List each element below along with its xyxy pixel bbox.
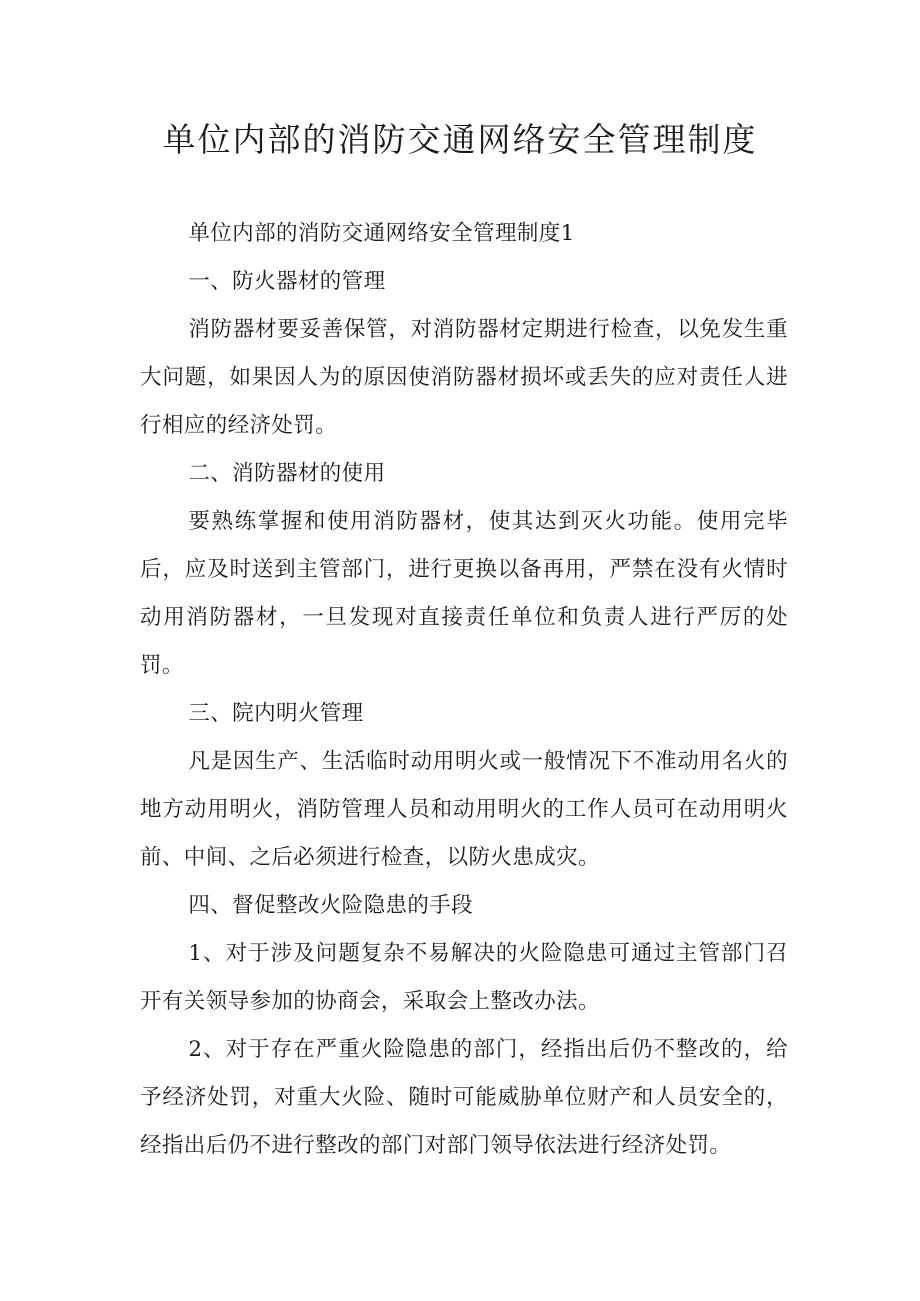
body-paragraph: 2、对于存在严重火险隐患的部门，经指出后仍不整改的，给予经济处罚，对重大火险、随时可能威胁单位财产和人员安全的，经指出后仍不进行整改的部门对部门领导依法进行经济处罚。 bbox=[140, 1037, 788, 1158]
subsection-heading: 四、督促整改火险隐患的手段 bbox=[188, 893, 474, 918]
document-body bbox=[140, 210, 788, 1170]
section-heading: 单位内部的消防交通网络安全管理制度1 bbox=[188, 221, 575, 246]
document-title: 单位内部的消防交通网络安全管理制度 bbox=[162, 120, 758, 159]
subsection-heading: 一、防火器材的管理 bbox=[188, 269, 386, 294]
body-paragraph: 1、对于涉及问题复杂不易解决的火险隐患可通过主管部门召开有关领导参加的协商会，采取会上整改办法。 bbox=[140, 941, 788, 1014]
subsection-heading: 二、消防器材的使用 bbox=[188, 461, 386, 486]
body-paragraph: 消防器材要妥善保管，对消防器材定期进行检查，以免发生重大问题，如果因人为的原因使消防器材损坏或丢失的应对责任人进行相应的经济处罚。 bbox=[140, 317, 788, 438]
subsection-heading: 三、院内明火管理 bbox=[188, 701, 364, 726]
body-paragraph: 要熟练掌握和使用消防器材，使其达到灭火功能。使用完毕后，应及时送到主管部门，进行更换以备再用，严禁在没有火情时动用消防器材，一旦发现对直接责任单位和负责人进行严厉的处罚。 bbox=[140, 509, 788, 678]
body-paragraph: 凡是因生产、生活临时动用明火或一般情况下不准动用名火的地方动用明火，消防管理人员和动用明火的工作人员可在动用明火前、中间、之后必须进行检查，以防火患成灾。 bbox=[140, 749, 788, 870]
